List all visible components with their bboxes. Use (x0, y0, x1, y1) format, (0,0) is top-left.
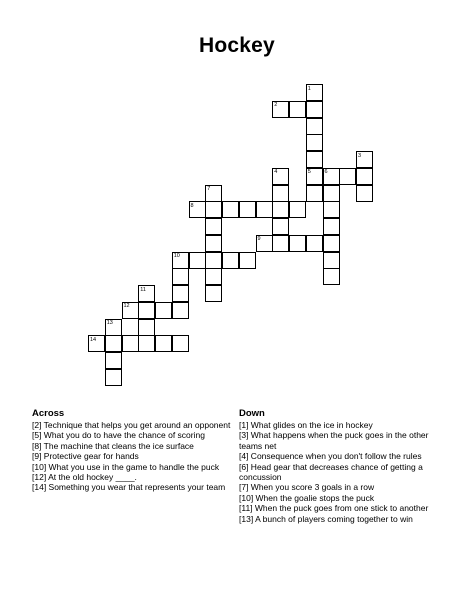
grid-cell[interactable] (306, 235, 323, 252)
across-clue-14: [14] Something you wear that represents your team (32, 482, 226, 493)
grid-cell[interactable] (306, 151, 323, 168)
clue-number-4: 4 (274, 169, 278, 176)
clue-number-8: 8 (190, 202, 194, 209)
grid-cell[interactable] (239, 201, 256, 218)
down-clue-6: [6] Head gear that decreases chance of getting a concussion (239, 461, 423, 483)
grid-cell[interactable] (172, 285, 189, 302)
across-clue-5: [5] What you do to have the chance of scoring (32, 430, 205, 441)
grid-cell[interactable] (105, 335, 122, 352)
grid-cell[interactable] (155, 335, 172, 352)
clue-number-11: 11 (140, 286, 146, 293)
across-clues (32, 408, 232, 493)
grid-cell[interactable] (339, 168, 356, 185)
grid-cell[interactable] (323, 268, 340, 285)
across-heading: Across (32, 408, 65, 419)
grid-cell[interactable] (289, 101, 306, 118)
grid-cell[interactable] (205, 268, 222, 285)
clue-number-5: 5 (307, 169, 311, 176)
clue-number-10: 10 (173, 253, 180, 259)
grid-cell[interactable] (138, 319, 155, 336)
clue-number-3: 3 (358, 152, 362, 159)
clue-number-2: 2 (274, 102, 278, 109)
grid-cell[interactable] (138, 302, 155, 319)
across-clue-12: [12] At the old hockey ____. (32, 472, 137, 483)
grid-cell[interactable] (289, 201, 306, 218)
across-clue-8: [8] The machine that cleans the ice surface (32, 440, 194, 451)
grid-cell[interactable] (189, 252, 206, 269)
grid-cell[interactable] (222, 252, 239, 269)
grid-cell[interactable] (105, 352, 122, 369)
clue-number-6: 6 (324, 169, 328, 176)
grid-cell[interactable] (306, 101, 323, 118)
grid-cell[interactable] (323, 235, 340, 252)
down-clues (239, 408, 444, 524)
down-heading: Down (239, 408, 265, 419)
grid-cell[interactable] (172, 268, 189, 285)
grid-cell[interactable] (289, 235, 306, 252)
grid-cell[interactable] (323, 218, 340, 235)
puzzle-title: Hockey (199, 34, 275, 57)
grid-cell[interactable] (323, 185, 340, 202)
grid-cell[interactable] (222, 201, 239, 218)
grid-cell[interactable] (138, 335, 155, 352)
down-clue-3: [3] What happens when the puck goes in the other teams net (239, 430, 429, 451)
grid-cell[interactable] (155, 302, 172, 319)
across-clue-10: [10] What you use in the game to handle the puck (32, 461, 220, 472)
grid-cell[interactable] (306, 118, 323, 135)
down-clue-1: [1] What glides on the ice in hockey (239, 420, 373, 430)
grid-cell[interactable] (239, 252, 256, 269)
across-clue-2: [2] Technique that helps you get around an opponent (32, 420, 231, 430)
grid-cell[interactable] (272, 218, 289, 235)
grid-cell[interactable] (356, 168, 373, 185)
grid-cell[interactable] (205, 235, 222, 252)
across-clue-9: [9] Protective gear for hands (32, 451, 139, 462)
clue-number-1: 1 (307, 85, 311, 92)
grid-cell[interactable] (306, 185, 323, 202)
grid-cell[interactable] (323, 252, 340, 269)
clue-number-13: 13 (106, 320, 113, 326)
clue-number-7: 7 (207, 186, 211, 192)
grid-cell[interactable] (272, 185, 289, 202)
grid-cell[interactable] (205, 252, 222, 269)
grid-cell[interactable] (172, 302, 189, 319)
grid-cell[interactable] (205, 218, 222, 235)
down-clue-13: [13] A bunch of players coming together to win (239, 513, 413, 524)
grid-cell[interactable] (205, 201, 222, 218)
grid-cell[interactable] (122, 335, 139, 352)
grid-cell[interactable] (323, 201, 340, 218)
grid-cell[interactable] (205, 285, 222, 302)
grid-cell[interactable] (272, 201, 289, 218)
down-clue-7: [7] When you score 3 goals in a row (239, 482, 375, 493)
clue-number-14: 14 (90, 336, 97, 343)
down-clue-11: [11] When the puck goes from one stick to another (239, 503, 429, 514)
clue-number-12: 12 (123, 303, 130, 310)
grid-cell[interactable] (356, 185, 373, 202)
grid-cell[interactable] (306, 134, 323, 151)
grid-cell[interactable] (256, 201, 273, 218)
grid-cell[interactable] (105, 369, 122, 386)
down-clue-4: [4] Consequence when you don't follow the rules (239, 451, 422, 462)
down-clue-10: [10] When the goalie stops the puck (239, 492, 375, 503)
grid-cell[interactable] (272, 235, 289, 252)
clue-number-9: 9 (257, 236, 261, 243)
grid-cell[interactable] (172, 335, 189, 352)
